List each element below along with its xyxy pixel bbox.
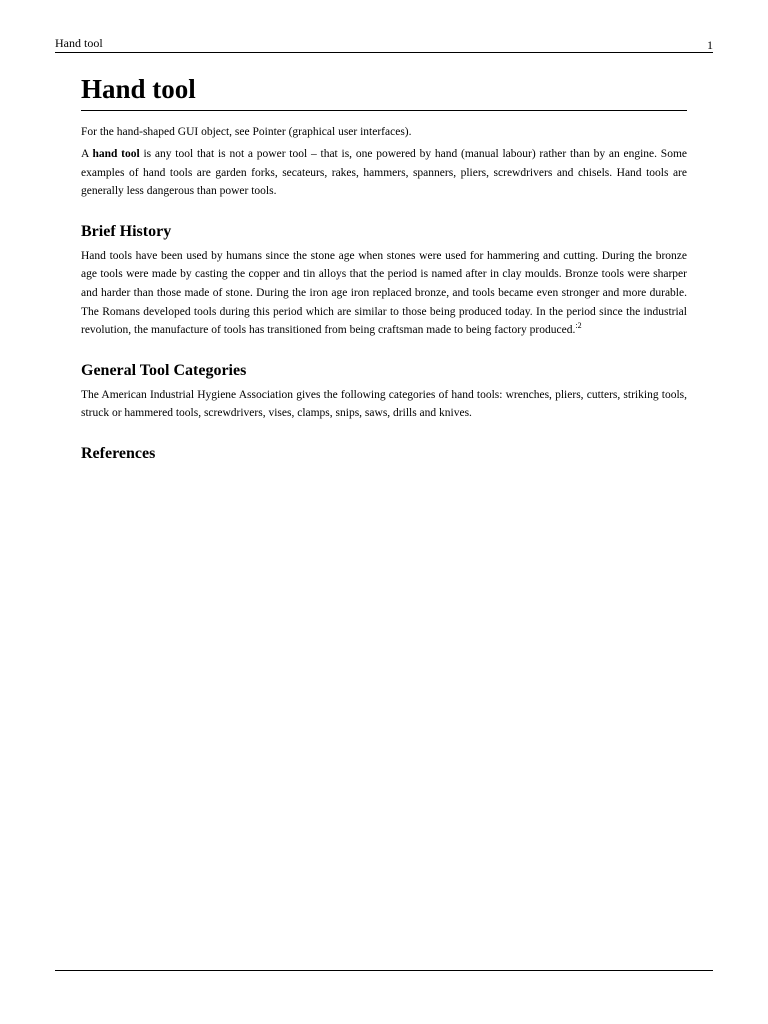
footer-rule: [55, 970, 713, 971]
running-header-title: Hand tool: [55, 36, 103, 50]
section-heading-references: References: [81, 444, 156, 462]
intro-term: hand tool: [92, 148, 140, 160]
hatnote: For the hand-shaped GUI object, see Pointer (graphical user interfaces).: [81, 126, 412, 138]
section-heading-general-tool-categories: General Tool Categories: [81, 361, 247, 379]
brief-history-text: Hand tools have been used by humans since the stone age when stones were used for hammering and cutting. During the bronze age tools were made by casting the copper and tin alloys that the period is named after in clay moulds. Bronze tools were sharper and harder than those made of stone. During the iron age iron replaced bronze, and tools became even stronger and more durable. The Romans developed tools during this period which are similar to those being produced today. In the period since the industrial revolution, the manufacture of tools has transitioned from being craftsman made to being factory produced.: [81, 249, 687, 337]
intro-paragraph: [81, 145, 687, 201]
general-tool-categories-paragraph: The American Industrial Hygiene Association gives the following categories of hand tools: wrenches, pliers, cutters, striking tools, struck or hammered tools, screwdrivers, vises, clamps, snips, saws, drills and knives.: [81, 388, 687, 420]
intro-text-before: A: [81, 148, 93, 160]
running-header: [55, 36, 713, 53]
citation-marker[interactable]: :2: [575, 321, 582, 331]
article-body: [81, 70, 687, 467]
page-number: 1: [707, 38, 713, 52]
article-title: Hand tool: [81, 70, 687, 111]
section-heading-brief-history: Brief History: [81, 222, 172, 240]
intro-text-after: is any tool that is not a power tool – that is, one powered by hand (manual labour) rather than by an engine. Some examples of hand tools are garden forks, secateurs, rakes, hammers, spanners, pliers, screwdrivers and chisels. Hand tools are generally less dangerous than power tools.: [81, 148, 687, 198]
brief-history-paragraph: [81, 247, 687, 340]
